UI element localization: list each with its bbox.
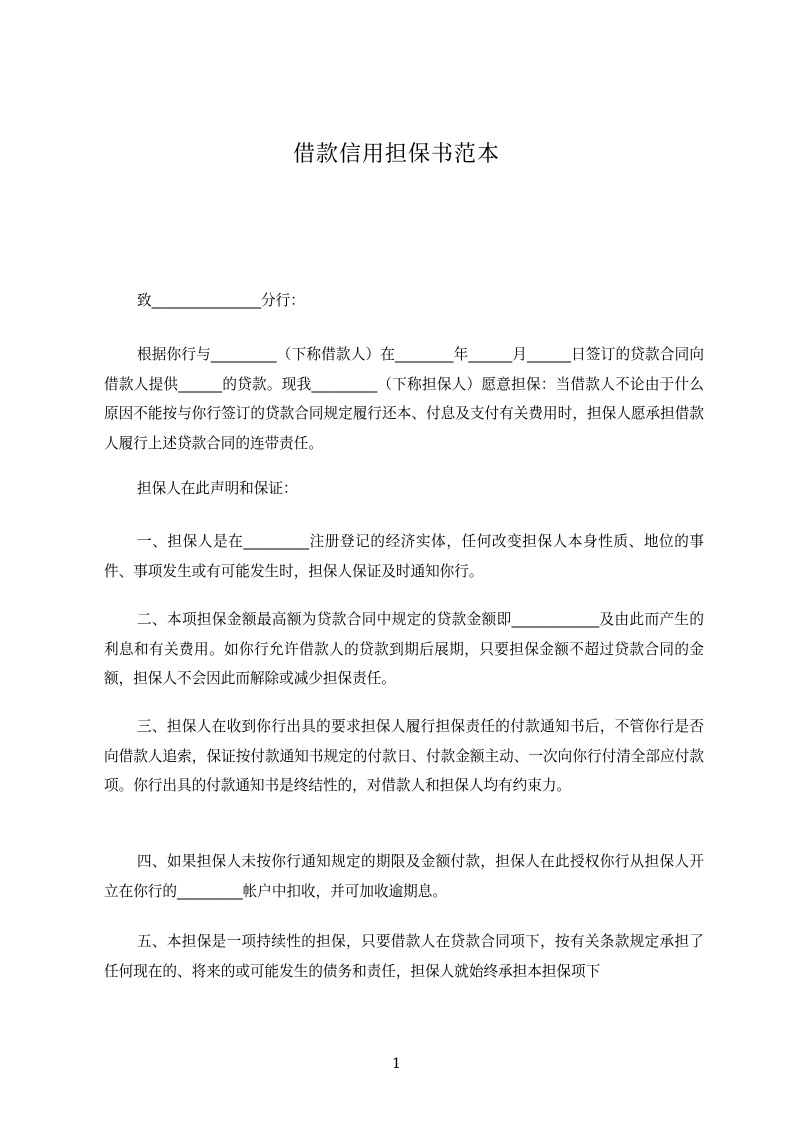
document-title: 借款信用担保书范本 [292, 142, 500, 167]
paragraph-clause-1: 一、担保人是在_________注册登记的经济实体，任何改变担保人本身性质、地位的事件、事项发生或有可能发生时，担保人保证及时通知你行。 [104, 533, 704, 580]
paragraph-clause-5: 五、本担保是一项持续性的担保，只要借款人在贷款合同项下，按有关条款规定承担了任何现在的、将来的或可能发生的债务和责任，担保人就始终承担本担保项下 [104, 933, 704, 980]
paragraph-clause-4: 四、如果担保人未按你行通知规定的期限及金额付款，担保人在此授权你行从担保人开立在你行的_________帐户中扣收，并可加收逾期息。 [104, 853, 704, 900]
page-number: 1 [392, 1056, 401, 1072]
paragraph-clause-3: 三、担保人在收到你行出具的要求担保人履行担保责任的付款通知书后，不管你行是否向借款人追索，保证按付款通知书规定的付款日、付款金额主动、一次向你行付清全部应付款项。你行出具的付款通知书是终结性的，对借款人和担保人均有约束力。 [104, 718, 704, 794]
paragraph-intro: 根据你行与_________（下称借款人）在________年______月______日签订的贷款合同向借款人提供______的贷款。现我_________（下称担保人）愿意担保：当借款人不论由于什么原因不能按与你行签订的贷款合同规定履行还本、付息及支付有关费用时，担保人愿承担借款人履行上述贷款合同的连带责任。 [104, 346, 704, 452]
addressee-line: 致_______________分行： [137, 292, 305, 309]
paragraph-clause-2: 二、本项担保金额最高额为贷款合同中规定的贷款金额即____________及由此而产生的利息和有关费用。如你行允许借款人的贷款到期后展期，只要担保金额不超过贷款合同的金额，担保人不会因此而解除或减少担保责任。 [104, 611, 704, 687]
paragraph-declaration: 担保人在此声明和保证： [137, 480, 298, 497]
